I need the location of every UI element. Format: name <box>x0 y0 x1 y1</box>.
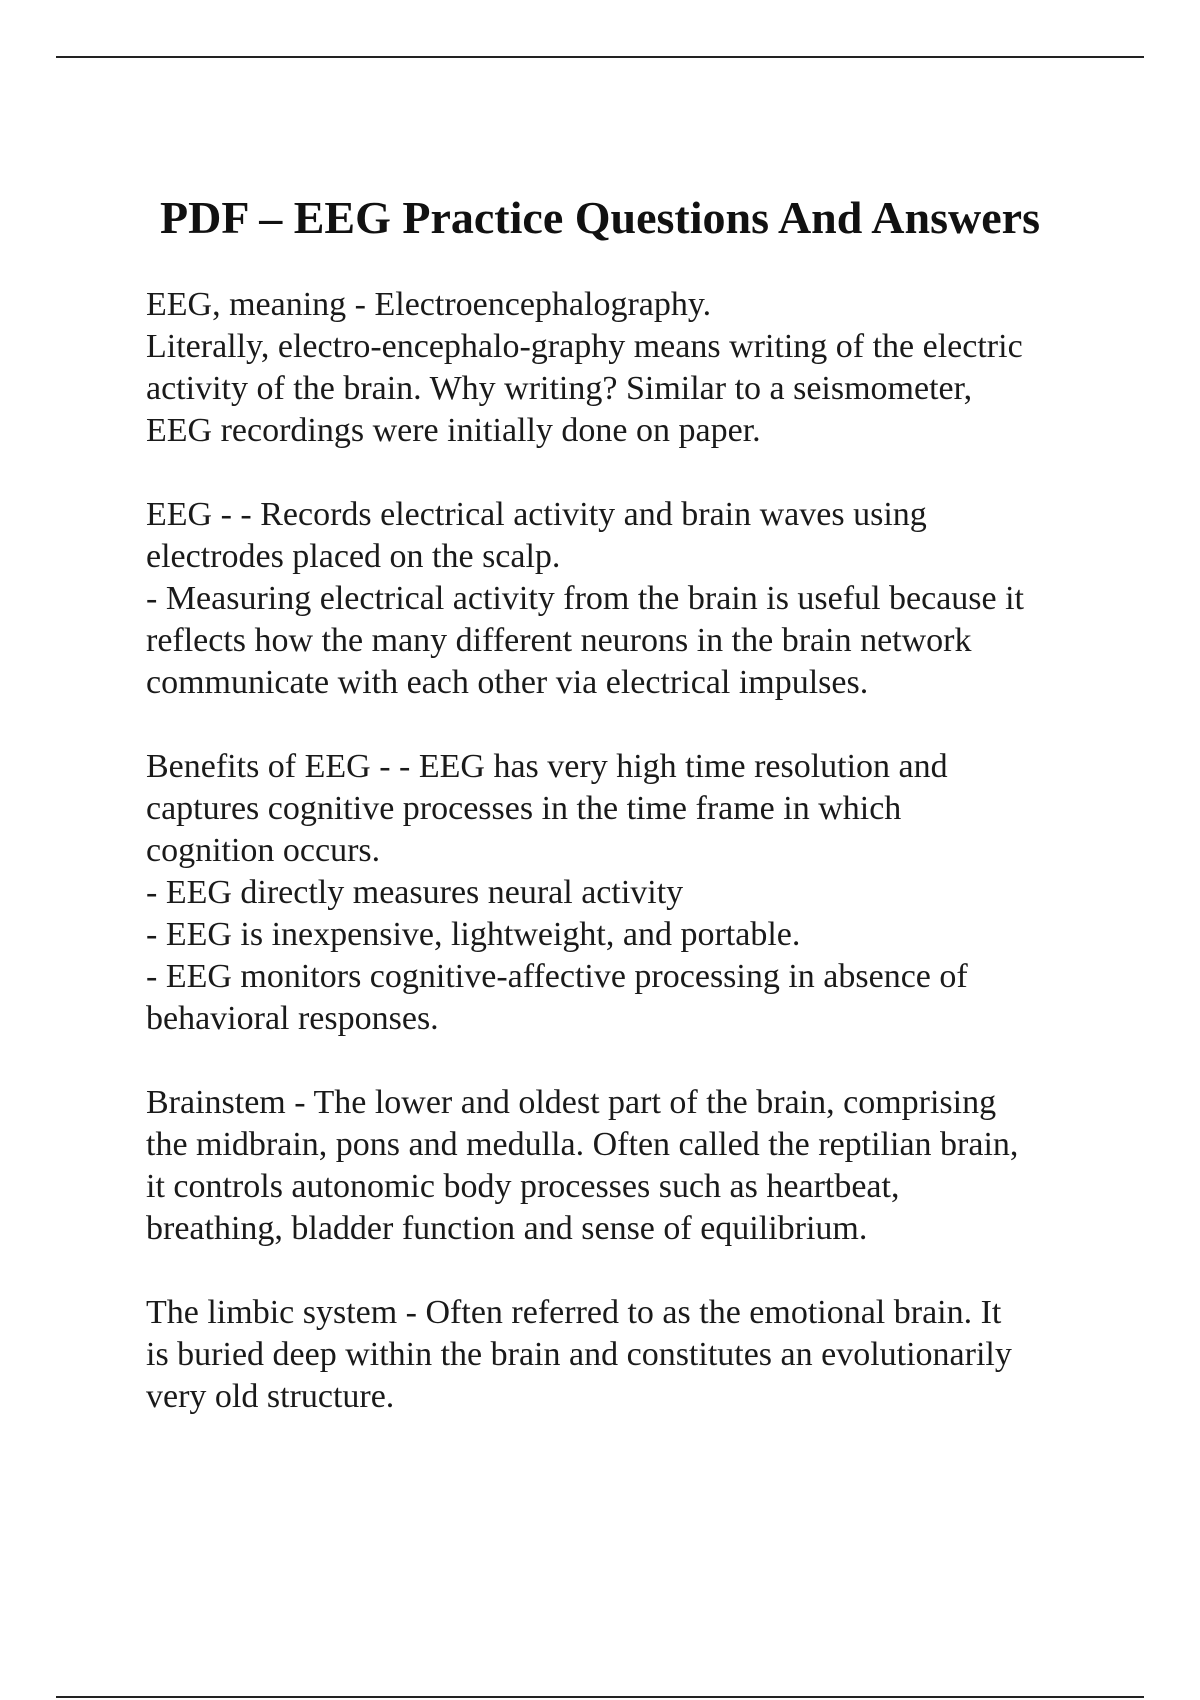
text-line: - EEG is inexpensive, lightweight, and portable. <box>146 916 801 953</box>
text-line: activity of the brain. Why writing? Similar to a seismometer, <box>146 370 973 407</box>
text-line: EEG - - Records electrical activity and brain waves using <box>146 496 927 533</box>
text-line: Literally, electro-encephalo-graphy means writing of the electric <box>146 328 1023 365</box>
text-line: - EEG monitors cognitive-affective processing in absence of <box>146 958 968 995</box>
text-line: Brainstem - The lower and oldest part of the brain, comprising <box>146 1084 997 1121</box>
text-line: EEG, meaning - Electroencephalography. <box>146 286 712 323</box>
header-rule <box>56 56 1144 58</box>
footer-rule <box>56 1696 1144 1698</box>
text-line: breathing, bladder function and sense of equilibrium. <box>146 1210 868 1247</box>
text-line: the midbrain, pons and medulla. Often called the reptilian brain, <box>146 1126 1019 1163</box>
paragraph-eeg-benefits <box>146 746 1106 1040</box>
paragraph-limbic-system <box>146 1292 1106 1418</box>
text-line: very old structure. <box>146 1378 395 1415</box>
text-line: Benefits of EEG - - EEG has very high time resolution and <box>146 748 948 785</box>
document-body <box>146 284 1106 1460</box>
text-line: captures cognitive processes in the time frame in which <box>146 790 902 827</box>
paragraph-eeg-records <box>146 494 1106 704</box>
text-line: - Measuring electrical activity from the brain is useful because it <box>146 580 1025 617</box>
text-line: The limbic system - Often referred to as the emotional brain. It <box>146 1294 1002 1331</box>
paragraph-eeg-meaning <box>146 284 1106 452</box>
text-line: reflects how the many different neurons in the brain network <box>146 622 972 659</box>
paragraph-brainstem <box>146 1082 1106 1250</box>
text-line: EEG recordings were initially done on paper. <box>146 412 761 449</box>
text-line: it controls autonomic body processes such as heartbeat, <box>146 1168 900 1205</box>
text-line: - EEG directly measures neural activity <box>146 874 684 911</box>
text-line: communicate with each other via electrical impulses. <box>146 664 869 701</box>
text-line: behavioral responses. <box>146 1000 439 1037</box>
document-title: PDF – EEG Practice Questions And Answers <box>160 192 1040 243</box>
text-line: cognition occurs. <box>146 832 381 869</box>
text-line: electrodes placed on the scalp. <box>146 538 561 575</box>
text-line: is buried deep within the brain and constitutes an evolutionarily <box>146 1336 1012 1373</box>
